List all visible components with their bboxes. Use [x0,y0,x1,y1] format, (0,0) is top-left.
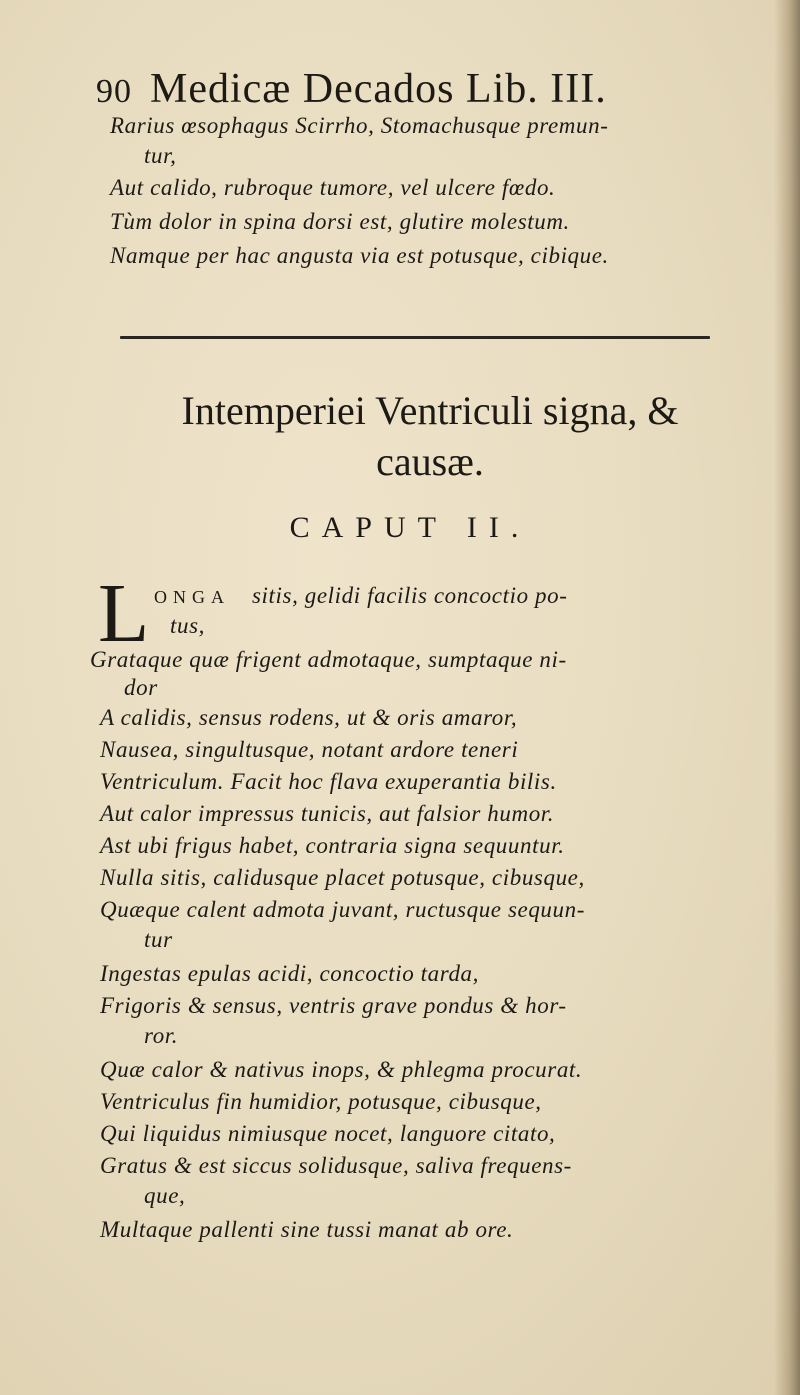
verse-line: Aut calor impressus tunicis, aut falsior humor. [100,801,555,826]
verse-line: Frigoris & sensus, ventris grave pondus & hor- [100,993,567,1018]
verse-line: que, [144,1183,186,1208]
running-title: Medicæ Decados Lib. III. [150,66,607,112]
verse-line: Grataque quæ frigent admotaque, sumptaque ni- [90,647,567,672]
verse-line: tus, [170,613,205,638]
first-word: ONGA [154,587,230,607]
verse-line: Quæ calor & nativus inops, & phlegma procurat. [100,1057,583,1082]
verse-line: Ventriculus fin humidior, potusque, cibusque, [100,1089,542,1114]
verse-line: Ventriculum. Facit hoc flava exuperantia bilis. [100,769,557,794]
verse-line: Tùm dolor in spina dorsi est, glutire molestum. [110,209,570,234]
verse-line: Qui liquidus nimiusque nocet, languore citato, [100,1121,556,1146]
verse-line: Nulla sitis, calidusque placet potusque, cibusque, [100,865,585,890]
running-head [96,64,736,114]
first-line-rest: sitis, gelidi facilis concoctio po- [252,583,568,608]
drop-cap: L [98,567,150,660]
verse-line: Multaque pallenti sine tussi manat ab ore. [100,1217,514,1242]
chapter-number: CAPUT II. [289,511,531,544]
verse-line: Aut calido, rubroque tumore, vel ulcere fœdo. [110,175,556,200]
verse-line: Nausea, singultusque, notant ardore teneri [100,737,519,762]
verse-line: Rarius œsophagus Scirrho, Stomachusque premun- [110,113,609,138]
verse-line: A calidis, sensus rodens, ut & oris amaror, [100,705,518,730]
verse-line: tur, [144,143,177,168]
chapter-title-line1: Intemperiei Ventriculi signa, & [181,388,679,433]
page-number: 90 [96,73,132,110]
section-divider [120,336,710,339]
verse-line: Quæque calent admota juvant, ructusque sequun- [100,897,585,922]
verse-line: Namque per hac angusta via est potusque, cibique. [110,243,609,268]
verse-line: dor [124,675,158,700]
chapter-title-line2: causæ. [376,439,484,484]
page-edge-shadow [774,0,800,1395]
verse-line: Gratus & est siccus solidusque, saliva frequens- [100,1153,572,1178]
verse-line: tur [144,927,173,952]
verse-line: Ingestas epulas acidi, concoctio tarda, [100,961,479,986]
verse-line: ror. [144,1023,179,1048]
verse-line: Ast ubi frigus habet, contraria signa sequuntur. [100,833,565,858]
first-verse-line [154,582,568,610]
